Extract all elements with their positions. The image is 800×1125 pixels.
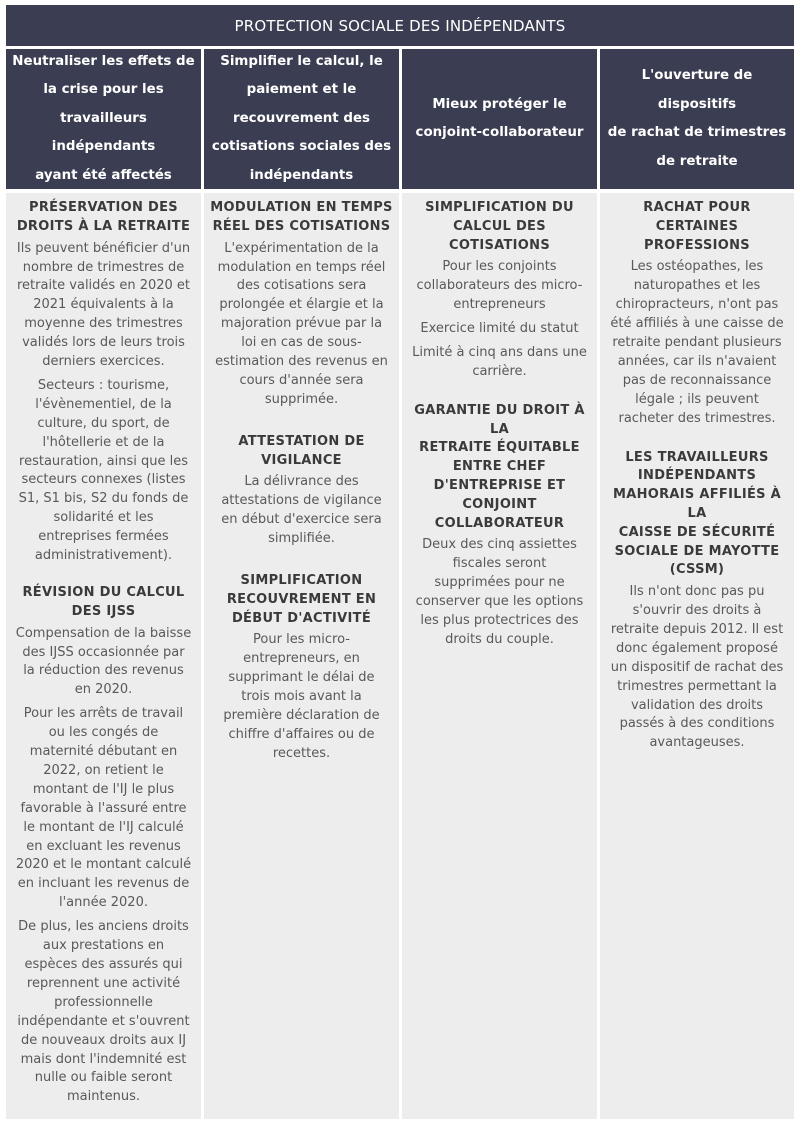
- text-line: conjoint-collaborateur: [415, 125, 584, 140]
- text-line: mais dont l'indemnité est: [20, 1051, 187, 1067]
- text-line: loi en cas de sous-: [241, 335, 362, 351]
- text-line: Simplifier le calcul, le: [220, 53, 383, 69]
- text-line: recouvrement des: [232, 110, 371, 126]
- text-line: entrepreneurs: [453, 297, 546, 313]
- section: [10, 584, 197, 1107]
- text-line: retraite depuis 2012. Il est: [610, 621, 784, 637]
- text-line: nulle ou faible seront: [34, 1070, 173, 1086]
- text-line: Ils n'ont donc pas pu: [629, 584, 765, 600]
- text-line: S1, S1 bis, S2 du fonds de: [18, 491, 189, 507]
- text-line: administrativement).: [34, 548, 173, 564]
- section-title: [10, 584, 197, 622]
- text-line: COLLABORATEUR: [434, 515, 565, 531]
- text-line: 2022, on retient le: [43, 762, 164, 778]
- section: [406, 402, 593, 650]
- text-line: DES IJSS: [71, 603, 136, 619]
- text-line: racheter des trimestres.: [618, 410, 776, 426]
- text-line: 2020 et le montant calculé: [15, 857, 192, 873]
- text-line: carrière.: [472, 363, 527, 379]
- text-line: RECOUVREMENT EN: [226, 591, 377, 607]
- text-line: RETRAITE ÉQUITABLE: [419, 440, 580, 456]
- text-line: entreprises fermées: [38, 529, 169, 545]
- text-line: De plus, les anciens droits: [18, 919, 189, 935]
- text-line: simplifiée.: [268, 531, 335, 547]
- text-line: pas de reconnaissance: [622, 372, 772, 388]
- text-line: aux prestations en: [42, 938, 165, 954]
- text-line: estimation des revenus en: [215, 354, 388, 370]
- text-line: collaborateurs des micro-: [416, 278, 583, 294]
- text-line: Deux des cinq assiettes: [422, 537, 577, 553]
- text-line: favorable à l'assuré entre: [20, 800, 187, 816]
- text-line: ou les congés de: [48, 725, 159, 741]
- paragraph: [604, 583, 790, 753]
- text-line: Les ostéopathes, les: [630, 259, 764, 275]
- text-line: VIGILANCE: [261, 452, 342, 468]
- text-line: L'ouverture de dispositifs: [641, 68, 753, 112]
- text-line: validés lors de leurs trois: [22, 335, 185, 351]
- text-line: droits du couple.: [445, 631, 554, 647]
- section-title: [208, 433, 395, 471]
- text-line: CERTAINES: [655, 218, 739, 234]
- text-line: (CSSM): [669, 562, 725, 578]
- text-line: en excluant les revenus: [26, 838, 181, 854]
- text-line: 2021 équivalents à la: [33, 297, 174, 313]
- text-line: fiscales seront: [452, 556, 547, 572]
- text-line: Neutraliser les effets de: [12, 53, 195, 69]
- section-title: [208, 199, 395, 237]
- paragraph: [406, 258, 593, 315]
- text-line: cours d'année sera: [239, 372, 364, 388]
- section-title: [604, 199, 790, 255]
- section-title: [604, 449, 790, 581]
- text-line: INDÉPENDANTS: [637, 468, 757, 484]
- text-line: RÉEL DES COTISATIONS: [212, 218, 391, 234]
- text-line: moyenne des trimestres: [24, 316, 183, 332]
- text-line: Exercice limité du statut: [420, 321, 579, 337]
- text-line: entrepreneurs, en: [243, 651, 360, 667]
- text-line: chiffre d'affaires ou de: [228, 726, 375, 742]
- text-line: ATTESTATION DE: [238, 433, 365, 449]
- paragraph: [10, 240, 197, 372]
- text-line: trois mois avant la: [241, 689, 362, 705]
- text-line: années, car ils n'avaient: [617, 353, 777, 369]
- paragraph: [10, 625, 197, 701]
- text-line: Limité à cinq ans dans une: [412, 345, 587, 361]
- paragraph: [208, 631, 395, 763]
- text-line: en 2020.: [74, 682, 133, 698]
- text-line: professionnelle: [54, 994, 153, 1010]
- text-line: supprimant le délai de: [228, 670, 375, 686]
- text-line: retraite validés en 2020 et: [16, 278, 191, 294]
- section: [604, 449, 790, 754]
- text-line: RACHAT POUR: [643, 200, 751, 215]
- text-line: GARANTIE DU DROIT À LA: [414, 402, 585, 437]
- text-line: nombre de trimestres de: [22, 259, 185, 275]
- column-header-2: [204, 49, 399, 189]
- section: [10, 199, 197, 566]
- text-line: première déclaration de: [223, 707, 380, 723]
- text-line: Pour les micro-: [253, 632, 350, 648]
- text-line: maternité débutant en: [29, 744, 178, 760]
- section-title: [406, 199, 593, 255]
- text-line: PROFESSIONS: [644, 237, 750, 253]
- text-line: avantageuses.: [649, 735, 745, 751]
- text-line: indépendante et s'ouvrent: [17, 1013, 190, 1029]
- text-line: en début d'exercice sera: [221, 512, 382, 528]
- paragraph: [406, 320, 593, 339]
- text-line: espèces des assurés qui: [24, 957, 183, 972]
- paragraph: [10, 377, 197, 566]
- section-title: [10, 199, 197, 237]
- text-line: supprimée.: [264, 391, 339, 407]
- paragraph: [10, 918, 197, 1107]
- paragraph: [208, 240, 395, 410]
- paragraph: [406, 536, 593, 649]
- text-line: majoration prévue par la: [220, 316, 383, 332]
- section: [208, 199, 395, 410]
- text-line: l'évènementiel, de la: [35, 396, 172, 412]
- text-line: reprennent une activité: [26, 975, 181, 991]
- text-line: modulation en temps réel: [217, 259, 386, 275]
- section: [604, 199, 790, 429]
- text-line: recettes.: [272, 745, 331, 761]
- text-line: RÉVISION DU CALCUL: [22, 585, 185, 600]
- text-line: conserver que les options: [415, 594, 584, 610]
- text-line: passés à des conditions: [619, 716, 775, 732]
- column-body-3: [402, 193, 597, 1119]
- text-line: derniers exercices.: [42, 354, 165, 370]
- text-line: cotisations sociales des: [211, 139, 392, 155]
- text-line: COTISATIONS: [448, 237, 550, 253]
- text-line: Pour les conjoints: [442, 259, 557, 275]
- text-line: de retraite: [656, 153, 738, 169]
- section-title: [208, 572, 395, 628]
- text-line: validation des droits: [630, 697, 764, 713]
- text-line: culture, du sport, de: [37, 415, 170, 431]
- column-body-1: [6, 193, 201, 1119]
- table-title: PROTECTION SOCIALE DES INDÉPENDANTS: [6, 5, 794, 46]
- text-line: de nouveaux droits aux IJ: [20, 1032, 187, 1048]
- column-header-1: [6, 49, 201, 189]
- text-line: indépendants: [249, 167, 354, 183]
- text-line: PRÉSERVATION DES: [29, 200, 178, 215]
- column-header-3: [402, 49, 597, 189]
- text-line: la réduction des revenus: [23, 663, 184, 679]
- text-line: secteurs connexes (listes: [21, 472, 186, 488]
- text-line: la crise pour les: [43, 82, 164, 98]
- column-header-4: [600, 49, 794, 189]
- text-line: Secteurs : tourisme,: [37, 377, 170, 393]
- text-line: naturopathes et les: [633, 278, 761, 294]
- text-line: maintenus.: [67, 1089, 140, 1105]
- text-line: Ils peuvent bénéficier d'un: [16, 240, 191, 256]
- paragraph: [10, 705, 197, 913]
- text-line: les plus protectrices des: [420, 613, 579, 629]
- text-line: des IJSS occasionnée par: [22, 644, 185, 660]
- text-line: des cotisations sera: [236, 278, 367, 294]
- paragraph: [406, 344, 593, 382]
- text-line: chiropracteurs, n'ont pas: [615, 297, 779, 313]
- text-line: le montant de l'IJ calculé: [23, 819, 184, 835]
- text-line: MAHORAIS AFFILIÉS À LA: [612, 487, 782, 521]
- text-line: travailleurs indépendants: [51, 110, 156, 155]
- text-line: LES TRAVAILLEURS: [625, 449, 769, 465]
- text-line: l'année 2020.: [59, 895, 148, 911]
- text-line: Pour les arrêts de travail: [23, 706, 184, 722]
- column-body-4: [600, 193, 794, 1119]
- text-line: CALCUL DES: [453, 218, 546, 234]
- text-line: MODULATION EN TEMPS: [210, 200, 393, 215]
- text-line: SOCIALE DE MAYOTTE: [614, 543, 780, 559]
- text-line: trimestres permettant la: [617, 678, 777, 694]
- section: [208, 433, 395, 549]
- text-line: SIMPLIFICATION DU: [425, 200, 574, 215]
- text-line: solidarité et les: [53, 510, 154, 526]
- text-line: légale ; ils peuvent: [635, 391, 759, 407]
- section: [208, 572, 395, 764]
- text-line: un dispositif de rachat des: [610, 659, 784, 675]
- text-line: l'hôtellerie et de la: [42, 434, 165, 450]
- column-body-2: [204, 193, 399, 1119]
- text-line: retraite pendant plusieurs: [612, 335, 782, 351]
- section: [406, 199, 593, 382]
- text-line: été affiliés à une caisse de: [610, 316, 784, 332]
- section-title: [406, 402, 593, 534]
- text-line: supprimées pour ne: [434, 575, 565, 591]
- paragraph: [604, 258, 790, 428]
- text-line: DROITS À LA RETRAITE: [16, 218, 191, 234]
- text-line: L'expérimentation de la: [224, 240, 379, 256]
- text-line: en incluant les revenus de: [17, 876, 190, 892]
- text-line: Mieux protéger le: [432, 96, 567, 112]
- text-line: attestations de vigilance: [221, 493, 382, 509]
- text-line: ayant été affectés: [35, 167, 172, 183]
- text-line: DÉBUT D'ACTIVITÉ: [231, 610, 372, 626]
- text-line: paiement et le: [246, 82, 357, 98]
- text-line: restauration, ainsi que les: [19, 453, 188, 469]
- text-line: CAISSE DE SÉCURITÉ: [618, 524, 776, 540]
- text-line: Compensation de la baisse: [15, 625, 192, 641]
- text-line: s'ouvrir des droits à: [632, 603, 762, 619]
- text-line: montant de l'IJ le plus: [32, 781, 175, 797]
- text-line: de rachat de trimestres: [607, 125, 787, 140]
- text-line: prolongée et élargie et la: [219, 297, 384, 313]
- text-line: D'ENTREPRISE ET: [433, 478, 566, 494]
- text-line: donc également proposé: [616, 640, 778, 656]
- paragraph: [208, 473, 395, 549]
- text-line: ENTRE CHEF: [452, 459, 547, 475]
- text-line: SIMPLIFICATION: [240, 572, 363, 588]
- text-line: CONJOINT: [462, 496, 537, 512]
- text-line: La délivrance des: [244, 474, 359, 490]
